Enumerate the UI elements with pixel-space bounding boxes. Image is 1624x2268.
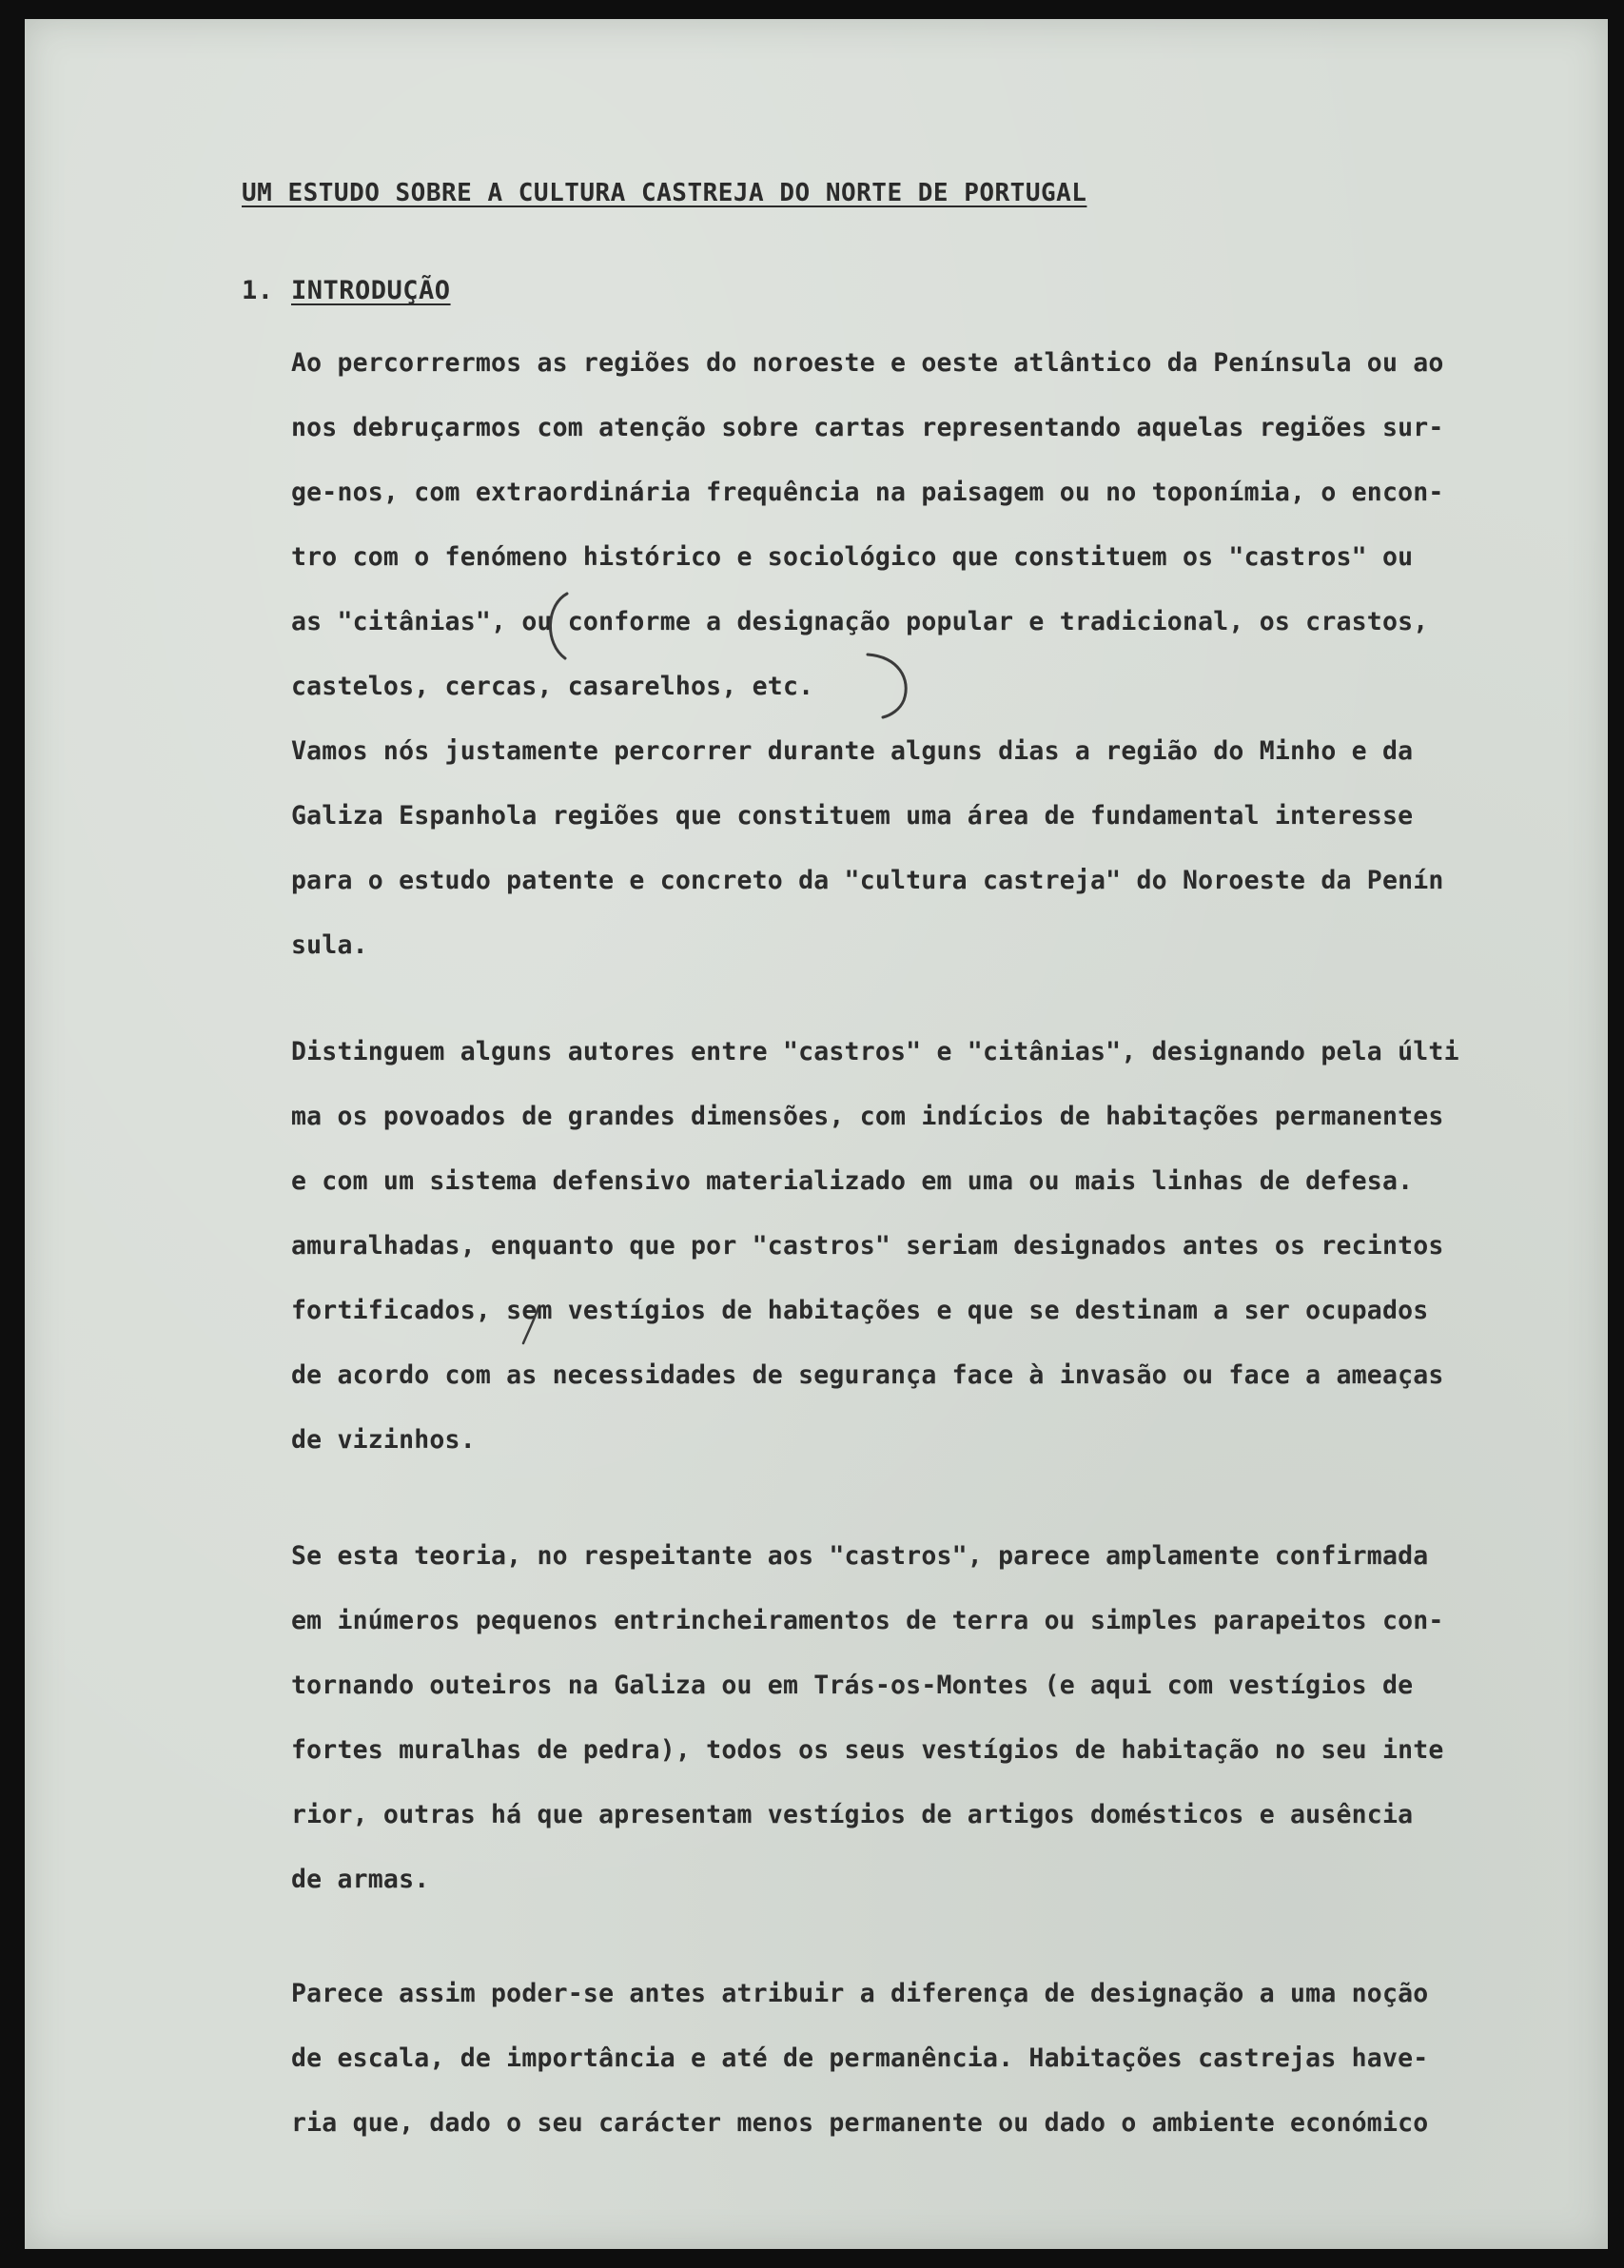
text-line: fortificados, sem vestígios de habitações e que se destinam a ser ocupados: [291, 1296, 1429, 1325]
text-line: tornando outeiros na Galiza ou em Trás-os-Montes (e aqui com vestígios de: [291, 1671, 1414, 1700]
text-line: ria que, dado o seu carácter menos permanente ou dado o ambiente económico: [291, 2108, 1429, 2138]
typewritten-page: [25, 19, 1608, 2249]
text-line: Parece assim poder-se antes atribuir a diferença de designação a uma noção: [291, 1979, 1429, 2008]
text-line: e com um sistema defensivo materializado em uma ou mais linhas de defesa.: [291, 1166, 1414, 1196]
paragraph-4: [291, 1962, 1604, 2156]
section-number: 1.: [242, 276, 274, 305]
text-line: fortes muralhas de pedra), todos os seus vestígios de habitação no seu inte: [291, 1735, 1444, 1765]
text-line: para o estudo patente e concreto da "cultura castreja" do Noroeste da Penín: [291, 866, 1444, 895]
paragraph-1: [291, 331, 1604, 978]
text-line: tro com o fenómeno histórico e sociológico que constituem os "castros" ou: [291, 542, 1414, 572]
text-line: Distinguem alguns autores entre "castros" e "citânias", designando pela últi: [291, 1037, 1459, 1066]
section-title: INTRODUÇÃO: [291, 276, 451, 305]
text-line: nos debruçarmos com atenção sobre cartas representando aquelas regiões sur-: [291, 413, 1444, 442]
text-line: as "citânias", ou conforme a designação popular e tradicional, os crastos,: [291, 607, 1429, 636]
paragraph-2: [291, 1020, 1604, 1473]
text-line: de escala, de importância e até de permanência. Habitações castrejas have-: [291, 2043, 1429, 2073]
text-line: Vamos nós justamente percorrer durante alguns dias a região do Minho e da: [291, 736, 1414, 766]
text-line: em inúmeros pequenos entrincheiramentos de terra ou simples parapeitos con-: [291, 1606, 1444, 1635]
text-line: sula.: [291, 930, 368, 960]
text-line: de vizinhos.: [291, 1425, 476, 1455]
text-line: ge-nos, com extraordinária frequência na paisagem ou no toponímia, o encon-: [291, 478, 1444, 507]
text-line: rior, outras há que apresentam vestígios de artigos domésticos e ausência: [291, 1800, 1414, 1829]
text-line: Galiza Espanhola regiões que constituem uma área de fundamental interesse: [291, 801, 1414, 831]
document-title: UM ESTUDO SOBRE A CULTURA CASTREJA DO NORTE DE PORTUGAL: [242, 179, 1087, 207]
text-line: de armas.: [291, 1865, 430, 1894]
text-line: castelos, cercas, casarelhos, etc.: [291, 672, 814, 701]
paragraph-3: [291, 1524, 1604, 1912]
text-line: amuralhadas, enquanto que por "castros" seriam designados antes os recintos: [291, 1231, 1444, 1261]
text-line: ma os povoados de grandes dimensões, com indícios de habitações permanentes: [291, 1102, 1444, 1131]
text-line: Se esta teoria, no respeitante aos "castros", parece amplamente confirmada: [291, 1541, 1429, 1571]
text-line: Ao percorrermos as regiões do noroeste e oeste atlântico da Península ou ao: [291, 348, 1444, 378]
text-line: de acordo com as necessidades de segurança face à invasão ou face a ameaças: [291, 1360, 1444, 1390]
